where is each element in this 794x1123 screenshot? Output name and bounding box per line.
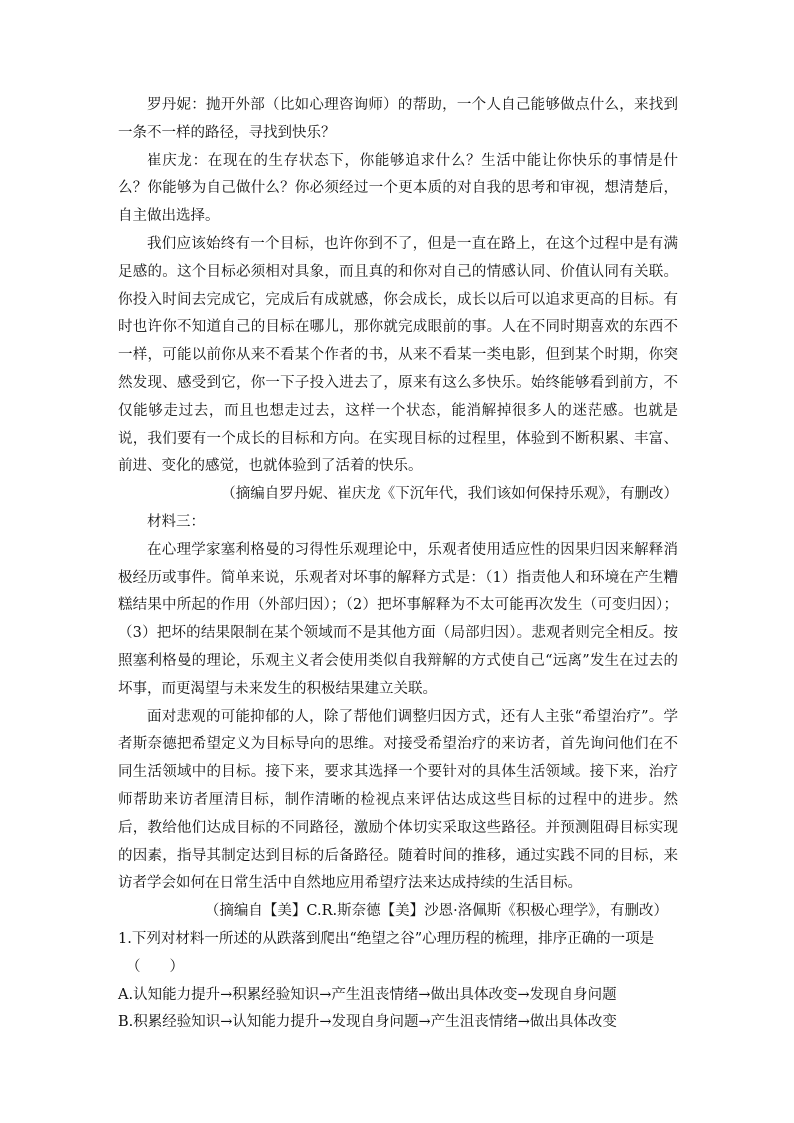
hope-therapy-paragraph: 面对悲观的可能抑郁的人，除了帮他们调整归因方式，还有人主张“希望治疗”。学者斯奈德把希望定义为目标导向的思维。对接受希望治疗的来访者，首先询问他们在不同生活领域中的目标。接下来，要求其选择一个要针对的具体生活领域。接下来，治疗师帮助来访者厘清目标，制作清晰的检视点来评估达成这些目标的过程中的进步。然后，教给他们达成目标的不同路径，激励个体切实采取这些路径。并预测阻碍目标实现的因素，指导其制定达到目标的后备路径。随着时间的推移，通过实践不同的目标，来访者学会如何在日常生活中自然地应用希望疗法来达成持续的生活目标。 [118, 708, 678, 892]
material-3-heading: 材料三： [147, 513, 205, 530]
option-b: B.积累经验知识→认知能力提升→发现自身问题→产生沮丧情绪→做出具体改变 [118, 1014, 617, 1031]
source-citation-2: （摘编自【美】C.R.斯奈德【美】沙恩·洛佩斯《积极心理学》，有删改） [204, 903, 668, 920]
option-a: A.认知能力提升→积累经验知识→产生沮丧情绪→做出具体改变→发现自身问题 [118, 986, 617, 1003]
document-page [118, 92, 678, 1037]
goal-paragraph: 我们应该始终有一个目标，也许你到不了，但是一直在路上，在这个过程中是有满足感的。这个目标必须相对具象，而且真的和你对自己的情感认同、价值认同有关联。你投入时间去完成它，完成后有成就感，你会成长，成长以后可以追求更高的目标。有时也许你不知道自己的目标在哪儿，那你就完成眼前的事。人在不同时期喜欢的东西不一样，可能以前你从来不看某个作者的书，从来不看某一类电影，但到某个时期，你突然发现、感受到它，你一下子投入进去了，原来有这么多快乐。始终能够看到前方，不仅能够走过去，而且也想走过去，这样一个状态，能消解掉很多人的迷茫感。也就是说，我们要有一个成长的目标和方向。在实现目标的过程里，体验到不断积累、丰富、前进、变化的感觉，也就体验到了活着的快乐。 [118, 235, 678, 475]
answer-bracket: （ ） [126, 958, 184, 975]
question-1: 1.下列对材料一所述的从跌落到爬出“绝望之谷”心理历程的梳理，排序正确的一项是 [118, 930, 655, 947]
dialogue-question-paragraph: 罗丹妮：抛开外部（比如心理咨询师）的帮助，一个人自己能够做点什么，来找到一条不一样的路径，寻找到快乐？ [118, 97, 678, 141]
dialogue-answer-paragraph: 崔庆龙：在现在的生存状态下，你能够追求什么？生活中能让你快乐的事情是什么？你能够为自己做什么？你必须经过一个更本质的对自我的思考和审视，想清楚后，自主做出选择。 [118, 152, 678, 225]
source-citation-1: （摘编自罗丹妮、崔庆龙《下沉年代，我们该如何保持乐观》，有删改） [221, 486, 678, 503]
optimism-theory-paragraph: 在心理学家塞利格曼的习得性乐观理论中，乐观者使用适应性的因果归因来解释消极经历或事件。简单来说，乐观者对坏事的解释方式是：（1）指责他人和环境在产生糟糕结果中所起的作用（外部归因）；（2）把坏事解释为不太可能再次发生（可变归因）；（3）把坏的结果限制在某个领域而不是其他方面（局部归因）。悲观者则完全相反。按照塞利格曼的理论，乐观主义者会使用类似自我辩解的方式使自己“远离”发生在过去的坏事，而更渴望与未来发生的积极结果建立关联。 [118, 541, 678, 697]
